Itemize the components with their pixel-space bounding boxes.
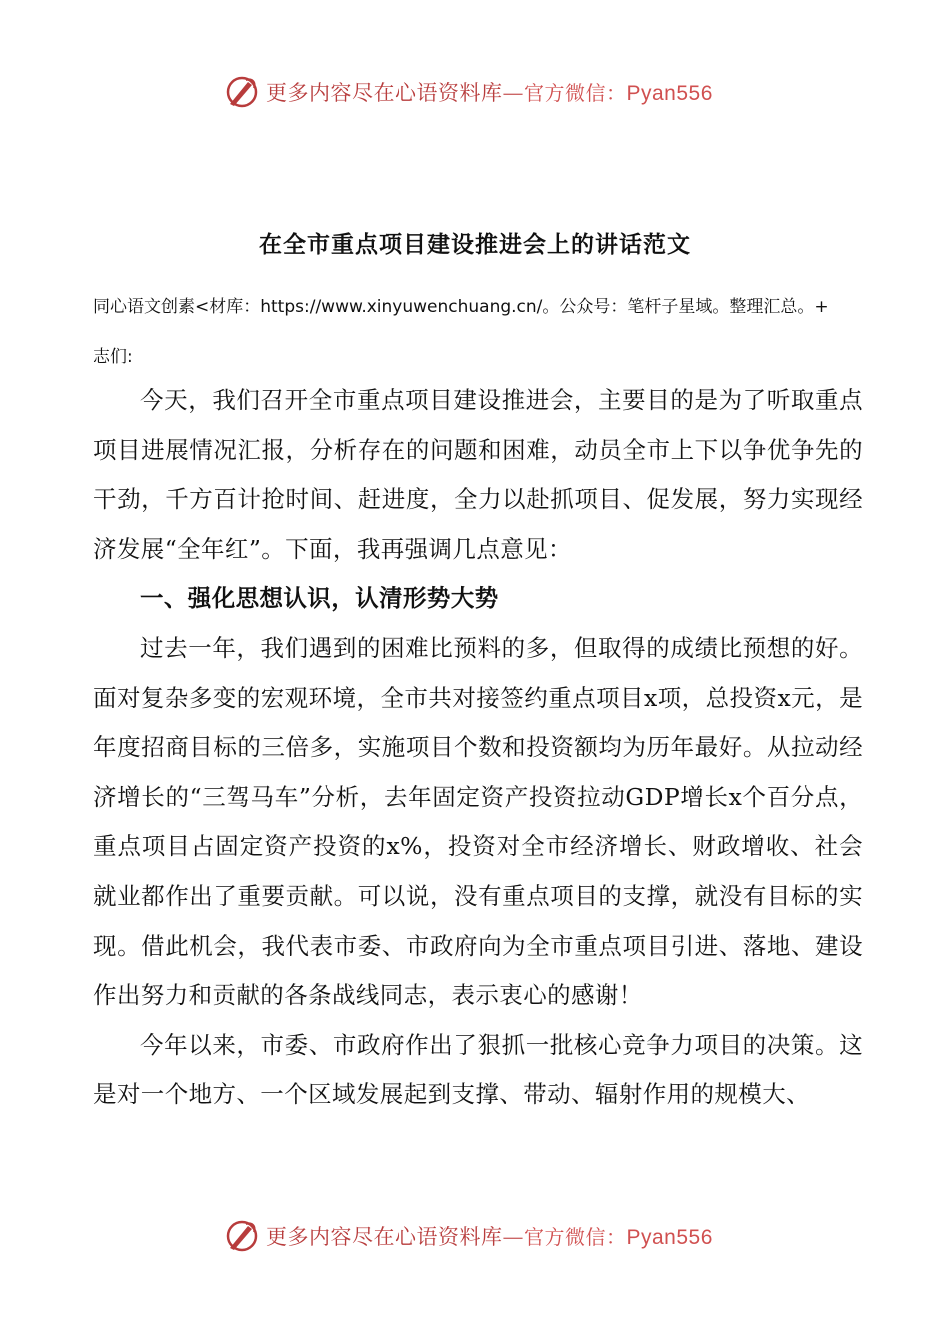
banner-wechat-label: 官方微信： bbox=[524, 81, 627, 105]
banner-main-text: 更多内容尽在心语资料库 bbox=[266, 81, 503, 105]
pen-logo-icon bbox=[224, 74, 260, 110]
banner-wechat-id: Pyan556 bbox=[626, 1226, 713, 1249]
source-line: 同心语文创素<材库：https://www.xinyuwenchuang.cn/。公众号：笔杆子星域。整理汇总。+ bbox=[93, 297, 829, 317]
banner-wechat-label: 官方微信： bbox=[524, 1225, 627, 1249]
paragraph: 今年以来，市委、市政府作出了狠抓一批核心竞争力项目的决策。这是对一个地方、一个区域发展起到支撑、带动、辐射作用的规模大、 bbox=[93, 1030, 863, 1109]
footer-banner bbox=[224, 1214, 713, 1258]
banner-text bbox=[266, 1221, 713, 1251]
banner-separator: — bbox=[502, 1225, 524, 1249]
document-title: 在全市重点项目建设推进会上的讲话范文 bbox=[259, 232, 691, 258]
banner-text bbox=[266, 77, 713, 107]
paragraph: 过去一年，我们遇到的困难比预料的多，但取得的成绩比预想的好。面对复杂多变的宏观环境，全市共对接签约重点项目x项，总投资x元，是年度招商目标的三倍多，实施项目个数和投资额均为历年最好。从拉动经济增长的“三驾马车”分析，去年固定资产投资拉动GDP增长x个百分点，重点项目占固定资产投资的x%，投资对全市经济增长、财政增收、社会就业都作出了重要贡献。可以说，没有重点项目的支撑，就没有目标的实现。借此机会，我代表市委、市政府向为全市重点项目引进、落地、建设作出努力和贡献的各条战线同志，表示衷心的感谢！ bbox=[93, 633, 863, 1010]
section-heading: 一、强化思想认识，认清形势大势 bbox=[140, 584, 499, 613]
banner-separator: — bbox=[502, 81, 524, 105]
paragraph: 今天，我们召开全市重点项目建设推进会，主要目的是为了听取重点项目进展情况汇报，分析存在的问题和困难，动员全市上下以争优争先的干劲，千方百计抢时间、赶进度，全力以赴抓项目、促发展，努力实现经济发展“全年红”。下面，我再强调几点意见： bbox=[93, 386, 863, 563]
banner-main-text: 更多内容尽在心语资料库 bbox=[266, 1225, 503, 1249]
header-banner bbox=[224, 70, 713, 114]
pen-logo-icon bbox=[224, 1218, 260, 1254]
document-body bbox=[93, 376, 863, 1120]
banner-wechat-id: Pyan556 bbox=[626, 82, 713, 105]
salutation: 志们: bbox=[93, 347, 133, 367]
